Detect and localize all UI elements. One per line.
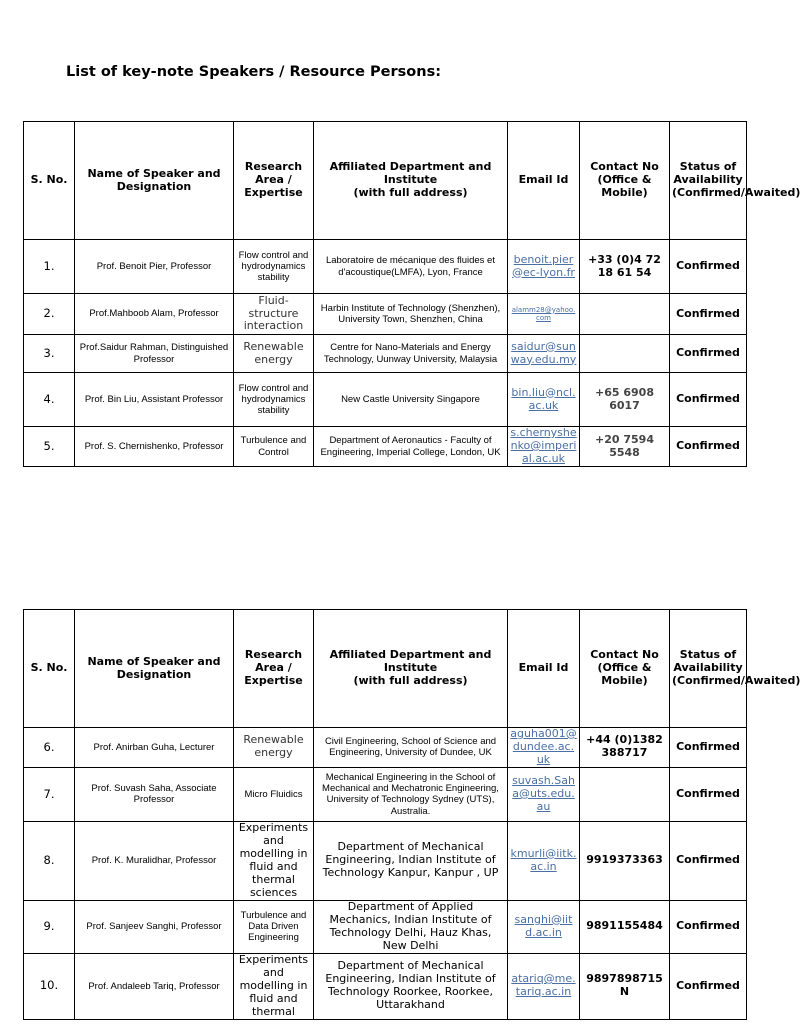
row-email-link[interactable]: benoit.pier@ec-lyon.fr [508,240,580,294]
row-email-link[interactable]: aguha001@dundee.ac.uk [508,728,580,768]
row-email-link[interactable]: bin.liu@ncl.ac.uk [508,373,580,427]
row-sno: 7. [24,767,75,821]
header-sno: S. No. [24,610,75,728]
table-row [24,427,747,467]
row-dept: Department of Mechanical Engineering, Indian Institute of Technology Roorkee, Roorkee, Uttarakhand [314,953,508,1019]
row-dept: Department of Mechanical Engineering, Indian Institute of Technology Kanpur, Kanpur , UP [314,821,508,900]
row-dept: Centre for Nano-Materials and Energy Technology, Uunway University, Malaysia [314,335,508,373]
row-email-link[interactable]: alamm28@yahoo.com [508,294,580,335]
row-name: Prof. Benoit Pier, Professor [75,240,234,294]
header-status: Status of Availability (Confirmed/Awaited) [670,122,747,240]
header-name: Name of Speaker and Designation [75,610,234,728]
header-email: Email Id [508,610,580,728]
row-sno: 8. [24,821,75,900]
row-status: Confirmed [670,294,747,335]
header-area: Research Area / Expertise [234,610,314,728]
row-sno: 4. [24,373,75,427]
page-title: List of key-note Speakers / Resource Persons: [66,64,441,80]
row-contact [580,335,670,373]
row-name: Prof. Anirban Guha, Lecturer [75,728,234,768]
row-sno: 3. [24,335,75,373]
row-dept: New Castle University Singapore [314,373,508,427]
row-email-link[interactable]: saidur@sunway.edu.my [508,335,580,373]
row-name: Prof.Saidur Rahman, Distinguished Professor [75,335,234,373]
row-name: Prof. Bin Liu, Assistant Professor [75,373,234,427]
row-status: Confirmed [670,953,747,1019]
row-sno: 2. [24,294,75,335]
row-name: Prof. Sanjeev Sanghi, Professor [75,900,234,953]
row-area: Flow control and hydrodynamics stability [234,373,314,427]
row-status: Confirmed [670,373,747,427]
row-contact: 9897898715 N [580,953,670,1019]
row-dept: Harbin Institute of Technology (Shenzhen), University Town, Shenzhen, China [314,294,508,335]
row-sno: 5. [24,427,75,467]
row-name: Prof. Suvash Saha, Associate Professor [75,767,234,821]
table-row [24,900,747,953]
header-sno: S. No. [24,122,75,240]
row-dept: Department of Aeronautics - Faculty of Engineering, Imperial College, London, UK [314,427,508,467]
row-email-link[interactable]: sanghi@iitd.ac.in [508,900,580,953]
row-email-link[interactable]: atariq@me.tariq.ac.in [508,953,580,1019]
speakers-table-1 [23,121,800,467]
header-status: Status of Availability (Confirmed/Awaited) [670,610,747,728]
row-status: Confirmed [670,900,747,953]
row-contact: 9919373363 [580,821,670,900]
header-dept: Affiliated Department and Institute (with full address) [314,122,508,240]
row-sno: 1. [24,240,75,294]
header-area: Research Area / Expertise [234,122,314,240]
row-area: Experiments and modelling in fluid and thermal [234,953,314,1019]
row-email-link[interactable]: suvash.Saha@uts.edu.au [508,767,580,821]
header-dept: Affiliated Department and Institute (with full address) [314,610,508,728]
row-name: Prof. S. Chernishenko, Professor [75,427,234,467]
header-email: Email Id [508,122,580,240]
row-contact: 9891155484 [580,900,670,953]
row-contact [580,294,670,335]
table-row [24,953,747,1019]
row-status: Confirmed [670,335,747,373]
table-row [24,728,747,768]
row-area: Turbulence and Data Driven Engineering [234,900,314,953]
row-contact: +44 (0)1382 388717 [580,728,670,768]
row-contact [580,767,670,821]
table-row [24,767,747,821]
row-name: Prof. Andaleeb Tariq, Professor [75,953,234,1019]
row-dept: Laboratoire de mécanique des fluides et d'acoustique(LMFA), Lyon, France [314,240,508,294]
row-name: Prof.Mahboob Alam, Professor [75,294,234,335]
table-row [24,335,747,373]
table-row [24,373,747,427]
row-area: Renewable energy [234,728,314,768]
header-row [24,122,747,240]
row-email-link[interactable]: s.chernyshenko@imperial.ac.uk [508,427,580,467]
table-row [24,240,747,294]
header-contact: Contact No (Office & Mobile) [580,122,670,240]
header-name: Name of Speaker and Designation [75,122,234,240]
row-dept: Mechanical Engineering in the School of Mechanical and Mechatronic Engineering, University of Technology Sydney (UTS), Australia. [314,767,508,821]
row-contact: +33 (0)4 72 18 61 54 [580,240,670,294]
speakers-table-2 [23,609,800,1020]
table-row [24,294,747,335]
table-row [24,821,747,900]
row-area: Fluid-structure interaction [234,294,314,335]
row-dept: Civil Engineering, School of Science and Engineering, University of Dundee, UK [314,728,508,768]
row-sno: 9. [24,900,75,953]
row-status: Confirmed [670,240,747,294]
row-status: Confirmed [670,821,747,900]
row-sno: 6. [24,728,75,768]
row-area: Flow control and hydrodynamics stability [234,240,314,294]
row-status: Confirmed [670,728,747,768]
row-area: Micro Fluidics [234,767,314,821]
row-dept: Department of Applied Mechanics, Indian Institute of Technology Delhi, Hauz Khas, New Delhi [314,900,508,953]
row-area: Turbulence and Control [234,427,314,467]
row-contact: +65 6908 6017 [580,373,670,427]
header-contact: Contact No (Office & Mobile) [580,610,670,728]
row-contact: +20 7594 5548 [580,427,670,467]
row-name: Prof. K. Muralidhar, Professor [75,821,234,900]
row-email-link[interactable]: kmurli@iitk.ac.in [508,821,580,900]
row-status: Confirmed [670,427,747,467]
row-area: Experiments and modelling in fluid and thermal sciences [234,821,314,900]
header-row [24,610,747,728]
row-area: Renewable energy [234,335,314,373]
row-sno: 10. [24,953,75,1019]
row-status: Confirmed [670,767,747,821]
